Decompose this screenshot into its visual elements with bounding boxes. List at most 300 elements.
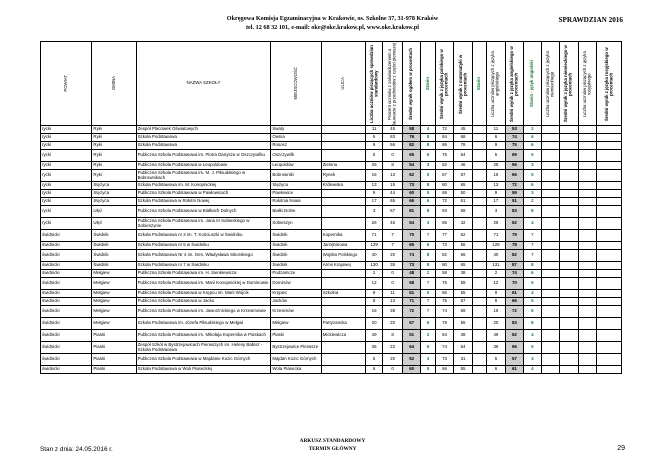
table-cell-x4: [597, 242, 622, 250]
table-cell-x1: [541, 306, 560, 318]
table-cell-pr: 8: [383, 162, 403, 170]
table-cell-x4: [597, 250, 622, 262]
table-cell-powiat: rycki: [41, 182, 92, 190]
table-cell-x4: [597, 134, 622, 142]
table-cell-mat: 50: [454, 190, 473, 198]
table-cell-n: 16: [365, 306, 382, 318]
table-cell-pr: 22: [383, 342, 403, 354]
table-cell-ang: 72: [505, 182, 524, 190]
table-cell-s3: 5: [524, 150, 541, 162]
table-cell-powiat: rycki: [41, 206, 92, 218]
table-cell-s2: [472, 230, 486, 242]
table-cell-s3: 8: [524, 318, 541, 330]
table-cell-ang: 79: [505, 230, 524, 242]
table-cell-miejsc: Świdnik: [271, 230, 321, 242]
table-cell-ulica: Królewska: [321, 182, 365, 190]
table-cell-s1: 5: [421, 170, 435, 182]
table-cell-ang: 57: [505, 354, 524, 366]
table-cell-miejsc: Mełgiew: [271, 318, 321, 330]
table-cell-ang_n: 6: [487, 134, 506, 142]
table-cell-powiat: świdnicki: [41, 366, 92, 374]
table-cell-og: 72: [402, 306, 421, 318]
table-cell-s1: 8: [421, 262, 435, 270]
table-cell-s3: 5: [524, 342, 541, 354]
table-cell-pr: 13: [383, 170, 403, 182]
table-cell-og: 52: [402, 354, 421, 366]
table-cell-s2: [472, 170, 486, 182]
col-header: NAZWA SZKOŁY: [136, 42, 271, 126]
table-row: [41, 270, 622, 278]
table-cell-n: 12: [365, 278, 382, 290]
table-cell-og: 71: [402, 298, 421, 306]
table-cell-ang: 62: [505, 218, 524, 230]
table-cell-s3: 8: [524, 262, 541, 270]
table-cell-ang: 59: [505, 190, 524, 198]
table-cell-powiat: świdnicki: [41, 318, 92, 330]
table-cell-s2: [472, 150, 486, 162]
table-row: [41, 126, 622, 134]
table-cell-ulica: Armii Krajowej: [321, 262, 365, 270]
table-cell-s3: 5: [524, 278, 541, 290]
col-header: Średni wynik ogółem w procentach: [402, 42, 421, 126]
table-row: [41, 218, 622, 230]
table-cell-x1: [541, 190, 560, 198]
table-cell-og: 68: [402, 278, 421, 290]
table-cell-n: 5: [365, 150, 382, 162]
table-cell-ang_n: 20: [487, 318, 506, 330]
table-cell-x2: [560, 306, 579, 318]
table-cell-ang_n: 2: [487, 270, 506, 278]
table-cell-n: 5: [365, 354, 382, 366]
table-cell-gmina: Ułęż: [92, 218, 136, 230]
table-cell-ang_n: 3: [487, 206, 506, 218]
table-cell-gmina: Ryki: [92, 170, 136, 182]
table-cell-s1: 8: [421, 250, 435, 262]
table-cell-mat: 45: [454, 126, 473, 134]
table-cell-szkola: Publiczna Szkoła Podstawowa w Krępcu im. Marii Wójcik: [136, 290, 271, 298]
table-cell-n: 49: [365, 330, 382, 342]
table-cell-x3: [578, 306, 597, 318]
table-cell-ang_n: 49: [487, 330, 506, 342]
table-cell-x3: [578, 182, 597, 190]
table-cell-x3: [578, 198, 597, 206]
table-cell-mat: 68: [454, 206, 473, 218]
table-cell-powiat: świdnicki: [41, 278, 92, 290]
table-cell-s2: [472, 270, 486, 278]
table-cell-pol: 66: [435, 366, 454, 374]
table-cell-mat: 46: [454, 162, 473, 170]
table-cell-x4: [597, 270, 622, 278]
table-row: [41, 206, 622, 218]
table-cell-x2: [560, 354, 579, 366]
table-cell-x3: [578, 354, 597, 366]
table-cell-szkola: Szkoła Podstawowa Nr 4 im. Gen. Władysława Sikorskiego: [136, 250, 271, 262]
table-cell-mat: 62: [454, 230, 473, 242]
table-cell-x2: [560, 170, 579, 182]
table-cell-s2: [472, 134, 486, 142]
table-cell-ulica: [321, 126, 365, 134]
header-contact: tel. 12 68 32 101, e-mail: oke@oke.krakow.pl, www.oke.krakow.pl: [246, 24, 419, 31]
table-cell-s1: 5: [421, 290, 435, 298]
table-row: [41, 354, 622, 366]
table-cell-gmina: Ryki: [92, 150, 136, 162]
table-cell-x2: [560, 278, 579, 290]
table-cell-s1: 7: [421, 278, 435, 290]
table-cell-n: 25: [365, 162, 382, 170]
table-cell-ang_n: 5: [487, 150, 506, 162]
table-row: [41, 330, 622, 342]
table-cell-pr: 0: [383, 150, 403, 162]
table-cell-ulica: Wojska Polskiego: [321, 250, 365, 262]
table-cell-szkola: Publiczna Szkoła Podstawowa im. Mikołaja Kopernika w Piaskach: [136, 330, 271, 342]
table-cell-pr: 20: [383, 354, 403, 366]
table-cell-powiat: świdnicki: [41, 354, 92, 366]
table-cell-n: 13: [365, 182, 382, 190]
table-cell-pol: 76: [435, 150, 454, 162]
table-cell-x4: [597, 262, 622, 270]
table-cell-gmina: Stężyca: [92, 190, 136, 198]
table-cell-s1: 2: [421, 330, 435, 342]
table-cell-pol: 69: [435, 190, 454, 198]
table-cell-n: 17: [365, 198, 382, 206]
table-cell-powiat: świdnicki: [41, 306, 92, 318]
table-cell-x3: [578, 270, 597, 278]
table-cell-miejsc: Bystrzejowice Pierwsze: [271, 342, 321, 354]
table-cell-x1: [541, 142, 560, 150]
table-cell-x4: [597, 298, 622, 306]
table-cell-x1: [541, 150, 560, 162]
table-cell-szkola: Szkoła Podstawowa nr 5 w Świdniku: [136, 242, 271, 250]
table-cell-og: 64: [402, 342, 421, 354]
table-cell-powiat: rycki: [41, 170, 92, 182]
table-body: [41, 126, 622, 374]
table-row: [41, 290, 622, 298]
table-cell-x4: [597, 182, 622, 190]
table-row: [41, 366, 622, 374]
table-cell-pol: 58: [435, 270, 454, 278]
table-cell-miejsc: Rokitnia Nowa: [271, 198, 321, 206]
table-cell-ulica: Zielona: [321, 162, 365, 170]
table-cell-s1: 6: [421, 198, 435, 206]
table-cell-ang: 74: [505, 270, 524, 278]
table-cell-x2: [560, 366, 579, 374]
table-cell-gmina: Mełgiew: [92, 278, 136, 290]
col-header: Liczba uczniów piszących z języka niemieckiego: [541, 42, 560, 126]
table-cell-x3: [578, 170, 597, 182]
table-cell-mat: 61: [454, 198, 473, 206]
table-cell-miejsc: Piaski: [271, 330, 321, 342]
table-cell-s2: [472, 198, 486, 206]
table-cell-mat: 65: [454, 262, 473, 270]
col-header: Średni wynik z języka angielskiego w procentach: [505, 42, 524, 126]
table-cell-x2: [560, 250, 579, 262]
table-cell-pr: 65: [383, 198, 403, 206]
col-header: Stanin - język angielski: [524, 42, 541, 126]
table-cell-gmina: Piaski: [92, 366, 136, 374]
table-cell-og: 73: [402, 182, 421, 190]
table-cell-pr: 83: [383, 134, 403, 142]
table-cell-powiat: rycki: [41, 162, 92, 170]
table-cell-pr: 13: [383, 298, 403, 306]
table-cell-miejsc: Pawłowice: [271, 190, 321, 198]
table-cell-szkola: Szkoła Podstawowa nr 3 im. T. Kościuszki w Świdniku: [136, 230, 271, 242]
table-cell-mat: 68: [454, 134, 473, 142]
table-cell-x2: [560, 190, 579, 198]
table-cell-gmina: Mełgiew: [92, 298, 136, 306]
table-cell-pol: 67: [435, 170, 454, 182]
table-cell-s2: [472, 262, 486, 270]
footer-date: Stan z dnia: 24.05.2016 r.: [40, 446, 113, 453]
table-cell-powiat: świdnicki: [41, 298, 92, 306]
table-cell-s3: 4: [524, 330, 541, 342]
table-cell-ulica: [321, 354, 365, 366]
table-cell-miejsc: Jacków: [271, 298, 321, 306]
table-cell-x2: [560, 318, 579, 330]
table-cell-ang_n: 16: [487, 306, 506, 318]
table-cell-x2: [560, 230, 579, 242]
report-title: SPRAWDZIAN 2016: [558, 16, 623, 24]
table-cell-miejsc: Leopoldów: [271, 162, 321, 170]
table-cell-s1: 6: [421, 318, 435, 330]
table-cell-pr: 38: [383, 306, 403, 318]
table-cell-szkola: Szkoła Podstawowa nr 7 w Świdniku: [136, 262, 271, 270]
col-header: Stanin: [421, 42, 435, 126]
table-cell-x2: [560, 206, 579, 218]
table-row: [41, 150, 622, 162]
table-cell-s3: 7: [524, 250, 541, 262]
table-cell-ang_n: 40: [487, 250, 506, 262]
table-cell-n: 36: [365, 342, 382, 354]
table-cell-s1: 6: [421, 150, 435, 162]
table-cell-s1: 3: [421, 162, 435, 170]
table-cell-gmina: Świdnik: [92, 250, 136, 262]
table-cell-og: 62: [402, 170, 421, 182]
table-cell-gmina: Piaski: [92, 330, 136, 342]
table-cell-x3: [578, 142, 597, 150]
table-cell-n: 26: [365, 218, 382, 230]
table-cell-x4: [597, 290, 622, 298]
table-cell-pr: 0: [383, 278, 403, 290]
table-cell-s1: 3: [421, 218, 435, 230]
table-cell-x4: [597, 198, 622, 206]
table-cell-s2: [472, 318, 486, 330]
table-cell-s3: 6: [524, 306, 541, 318]
table-cell-x2: [560, 182, 579, 190]
table-cell-powiat: świdnicki: [41, 230, 92, 242]
table-cell-x3: [578, 262, 597, 270]
table-cell-szkola: Publiczna Szkoła Podstawowa w Pawłowicach: [136, 190, 271, 198]
table-cell-pr: 20: [383, 318, 403, 330]
table-cell-x3: [578, 134, 597, 142]
table-cell-ulica: [321, 306, 365, 318]
col-header: Procent uczniów z zaświadczeniem o laureacie z przedmiotów z części pierwszej: [383, 42, 403, 126]
table-cell-x1: [541, 162, 560, 170]
table-cell-s1: 3: [421, 354, 435, 366]
table-cell-mat: 54: [454, 342, 473, 354]
table-cell-s1: 5: [421, 190, 435, 198]
table-cell-og: 67: [402, 318, 421, 330]
table-cell-powiat: rycki: [41, 134, 92, 142]
table-cell-pol: 74: [435, 306, 454, 318]
table-cell-s1: 8: [421, 134, 435, 142]
table-cell-powiat: rycki: [41, 150, 92, 162]
table-cell-pol: 72: [435, 198, 454, 206]
table-cell-miejsc: Krępiec: [271, 290, 321, 298]
table-cell-og: 66: [402, 198, 421, 206]
table-cell-x1: [541, 206, 560, 218]
table-cell-gmina: Mełgiew: [92, 318, 136, 330]
table-cell-gmina: Ryki: [92, 162, 136, 170]
table-cell-ang: 87: [505, 262, 524, 270]
table-row: [41, 134, 622, 142]
table-cell-szkola: Publiczna Szkoła Podstawowa im. Piotra Danysza w Oszczywilku: [136, 150, 271, 162]
table-cell-miejsc: Swaty: [271, 126, 321, 134]
table-cell-ang: 53: [505, 126, 524, 134]
table-cell-ang: 56: [505, 162, 524, 170]
table-cell-powiat: świdnicki: [41, 262, 92, 270]
table-cell-og: 61: [402, 290, 421, 298]
table-cell-og: 73: [402, 262, 421, 270]
table-cell-pr: 7: [383, 242, 403, 250]
col-header: Liczba uczniów piszących z języka rosyjskiego: [578, 42, 597, 126]
table-cell-x4: [597, 206, 622, 218]
table-cell-pr: 11: [383, 290, 403, 298]
table-cell-og: 60: [402, 190, 421, 198]
table-cell-x1: [541, 218, 560, 230]
table-cell-x1: [541, 366, 560, 374]
table-row: [41, 142, 622, 150]
table-cell-x3: [578, 150, 597, 162]
table-cell-s1: 7: [421, 230, 435, 242]
table-cell-s3: 4: [524, 366, 541, 374]
table-cell-s2: [472, 290, 486, 298]
table-cell-pol: 72: [435, 126, 454, 134]
table-cell-og: 48: [402, 270, 421, 278]
table-cell-ulica: [321, 190, 365, 198]
table-cell-s1: 5: [421, 366, 435, 374]
table-cell-miejsc: Świdnik: [271, 242, 321, 250]
table-row: [41, 182, 622, 190]
table-cell-x1: [541, 290, 560, 298]
table-cell-x2: [560, 218, 579, 230]
table-cell-x1: [541, 330, 560, 342]
table-cell-x4: [597, 306, 622, 318]
table-cell-n: 9: [365, 142, 382, 150]
table-cell-x2: [560, 126, 579, 134]
table-cell-x4: [597, 342, 622, 354]
table-cell-pr: 56: [383, 142, 403, 150]
table-cell-s3: 7: [524, 230, 541, 242]
table-cell-gmina: Ryki: [92, 134, 136, 142]
table-cell-s3: 4: [524, 218, 541, 230]
footer-term: TERMIN GŁÓWNY: [308, 446, 357, 452]
table-cell-szkola: Publiczna Szkoła Podstawowa w Jacku: [136, 298, 271, 306]
table-cell-mat: 31: [454, 354, 473, 366]
table-cell-x1: [541, 198, 560, 206]
table-cell-gmina: Piaski: [92, 342, 136, 354]
table-row: [41, 298, 622, 306]
table-cell-ulica: [321, 366, 365, 374]
table-row: [41, 278, 622, 290]
table-cell-x2: [560, 242, 579, 250]
table-cell-og: 70: [402, 230, 421, 242]
table-cell-ang_n: 12: [487, 278, 506, 290]
table-cell-pol: 66: [435, 290, 454, 298]
table-cell-gmina: Piaski: [92, 354, 136, 366]
table-cell-x3: [578, 230, 597, 242]
table-cell-ulica: Mickiewicza: [321, 330, 365, 342]
table-cell-x3: [578, 190, 597, 198]
table-cell-n: 20: [365, 318, 382, 330]
table-cell-ulica: Jarzębinowa: [321, 242, 365, 250]
table-cell-x4: [597, 190, 622, 198]
table-cell-szkola: Zespół Placówek Oświatowych: [136, 126, 271, 134]
table-cell-powiat: rycki: [41, 142, 92, 150]
table-cell-x1: [541, 342, 560, 354]
table-cell-pr: 45: [383, 126, 403, 134]
table-cell-miejsc: Sobieszyn: [271, 218, 321, 230]
table-cell-n: 129: [365, 242, 382, 250]
table-cell-ulica: Partyzancka: [321, 318, 365, 330]
table-cell-miejsc: Ownia: [271, 134, 321, 142]
table-cell-gmina: Świdnik: [92, 262, 136, 270]
table-cell-x3: [578, 126, 597, 134]
table-cell-pr: 8: [383, 330, 403, 342]
table-cell-mat: 55: [454, 366, 473, 374]
table-cell-pol: 73: [435, 354, 454, 366]
table-cell-x1: [541, 278, 560, 290]
table-cell-s2: [472, 218, 486, 230]
table-cell-szkola: Publiczna Szkoła Podstawowa w Leopoldowie: [136, 162, 271, 170]
table-cell-ang_n: 13: [487, 182, 506, 190]
table-cell-ang: 51: [505, 198, 524, 206]
table-cell-s2: [472, 366, 486, 374]
table-cell-ulica: [321, 278, 365, 290]
table-cell-miejsc: Wola Piasecka: [271, 366, 321, 374]
col-header: Stanin: [472, 42, 486, 126]
table-cell-x1: [541, 170, 560, 182]
table-cell-s2: [472, 190, 486, 198]
table-cell-s3: 8: [524, 206, 541, 218]
table-cell-s2: [472, 182, 486, 190]
table-cell-mat: 56: [454, 318, 473, 330]
table-cell-x4: [597, 170, 622, 182]
table-cell-ang: 75: [505, 142, 524, 150]
table-cell-s2: [472, 242, 486, 250]
table-cell-n: 130: [365, 262, 382, 270]
table-cell-x1: [541, 354, 560, 366]
table-cell-miejsc: Świdnik: [271, 262, 321, 270]
table-cell-ulica: [321, 198, 365, 206]
table-cell-ang: 72: [505, 306, 524, 318]
table-cell-mat: 78: [454, 142, 473, 150]
table-cell-ang: 69: [505, 150, 524, 162]
table-cell-gmina: Stężyca: [92, 182, 136, 190]
table-cell-ang_n: 5: [487, 354, 506, 366]
table-cell-szkola: Zespół Szkół w Bystrzejowicach Pierwszych im. Heleny Babisz - Szkoła Podstawowa: [136, 342, 271, 354]
table-cell-miejsc: Majdan Kozic Górnych: [271, 354, 321, 366]
table-cell-x3: [578, 342, 597, 354]
table-cell-szkola: Publiczna Szkoła Podstawowa im. Marii Konopnickiej w Dominowie: [136, 278, 271, 290]
table-cell-s3: 5: [524, 170, 541, 182]
table-cell-gmina: Mełgiew: [92, 290, 136, 298]
table-cell-og: 54: [402, 218, 421, 230]
table-cell-x4: [597, 162, 622, 170]
table-cell-ang_n: 9: [487, 190, 506, 198]
table-cell-gmina: Ryki: [92, 126, 136, 134]
table-cell-pr: 15: [383, 182, 403, 190]
table-cell-x3: [578, 242, 597, 250]
